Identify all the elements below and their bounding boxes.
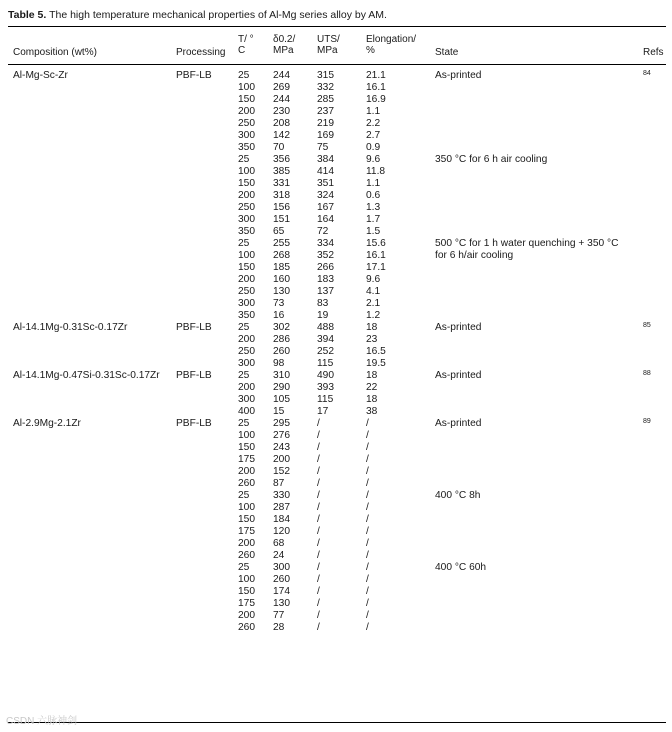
table-row xyxy=(0,538,672,550)
table-caption-text: The high temperature mechanical properties of Al-Mg series alloy by AM. xyxy=(49,9,387,21)
cell-temperature: 100 xyxy=(238,166,255,177)
cell-elongation: 1.5 xyxy=(366,226,381,237)
watermark: CSDN 六脉神剑 xyxy=(6,716,78,727)
table-row xyxy=(0,334,672,346)
table-row xyxy=(0,322,672,334)
cell-state: As-printed xyxy=(435,418,482,429)
cell-temperature: 260 xyxy=(238,478,255,489)
cell-uts: 334 xyxy=(317,238,334,249)
cell-uts: 488 xyxy=(317,322,334,333)
cell-yield-strength: 105 xyxy=(273,394,290,405)
cell-elongation: / xyxy=(366,538,369,549)
cell-state: 500 °C for 1 h water quenching + 350 °C xyxy=(435,238,619,249)
cell-yield-strength: 260 xyxy=(273,346,290,357)
cell-yield-strength: 185 xyxy=(273,262,290,273)
cell-temperature: 150 xyxy=(238,586,255,597)
header-yield-strength-line2: MPa xyxy=(273,45,294,56)
cell-uts: / xyxy=(317,526,320,537)
cell-elongation: 4.1 xyxy=(366,286,381,297)
cell-state: 400 °C 8h xyxy=(435,490,481,501)
cell-temperature: 175 xyxy=(238,454,255,465)
table-row xyxy=(0,130,672,142)
cell-uts: / xyxy=(317,454,320,465)
cell-elongation: 9.6 xyxy=(366,274,381,285)
cell-elongation: 0.9 xyxy=(366,142,381,153)
cell-yield-strength: 87 xyxy=(273,478,285,489)
cell-uts: 75 xyxy=(317,142,329,153)
table-row xyxy=(0,430,672,442)
cell-yield-strength: 356 xyxy=(273,154,290,165)
cell-elongation: / xyxy=(366,478,369,489)
cell-uts: 219 xyxy=(317,118,334,129)
cell-temperature: 200 xyxy=(238,190,255,201)
header-yield-strength-line1: δ0.2/ xyxy=(273,34,296,45)
cell-elongation: 18 xyxy=(366,322,378,333)
cell-elongation: / xyxy=(366,502,369,513)
cell-elongation: / xyxy=(366,526,369,537)
table-row xyxy=(0,286,672,298)
table-row xyxy=(0,310,672,322)
cell-elongation: 2.2 xyxy=(366,118,381,129)
cell-uts: / xyxy=(317,562,320,573)
cell-uts: 19 xyxy=(317,310,329,321)
header-elongation-line1: Elongation/ xyxy=(366,34,417,45)
cell-uts: 183 xyxy=(317,274,334,285)
table-row xyxy=(0,514,672,526)
cell-temperature: 25 xyxy=(238,154,250,165)
cell-yield-strength: 385 xyxy=(273,166,290,177)
cell-temperature: 400 xyxy=(238,406,255,417)
cell-uts: 285 xyxy=(317,94,334,105)
cell-temperature: 25 xyxy=(238,322,250,333)
cell-yield-strength: 276 xyxy=(273,430,290,441)
table-body xyxy=(0,70,672,634)
cell-uts: / xyxy=(317,622,320,633)
cell-yield-strength: 244 xyxy=(273,94,290,105)
cell-temperature: 150 xyxy=(238,94,255,105)
table-row xyxy=(0,346,672,358)
header-uts-line1: UTS/ xyxy=(317,34,340,45)
cell-yield-strength: 15 xyxy=(273,406,285,417)
cell-uts: / xyxy=(317,502,320,513)
cell-temperature: 300 xyxy=(238,394,255,405)
table-row xyxy=(0,586,672,598)
cell-uts: 384 xyxy=(317,154,334,165)
cell-yield-strength: 255 xyxy=(273,238,290,249)
cell-temperature: 350 xyxy=(238,142,255,153)
header-temperature-line1: T/ ° xyxy=(238,34,254,45)
cell-uts: / xyxy=(317,598,320,609)
cell-temperature: 200 xyxy=(238,274,255,285)
cell-ref: 84 xyxy=(643,70,651,77)
table-row xyxy=(0,610,672,622)
table-row xyxy=(0,94,672,106)
header-uts xyxy=(317,34,340,56)
cell-uts: 169 xyxy=(317,130,334,141)
cell-elongation: 38 xyxy=(366,406,378,417)
cell-elongation: / xyxy=(366,430,369,441)
cell-temperature: 100 xyxy=(238,82,255,93)
cell-temperature: 350 xyxy=(238,226,255,237)
cell-uts: / xyxy=(317,550,320,561)
table-row xyxy=(0,82,672,94)
cell-uts: 332 xyxy=(317,82,334,93)
cell-temperature: 175 xyxy=(238,526,255,537)
cell-elongation: 0.6 xyxy=(366,190,381,201)
cell-temperature: 300 xyxy=(238,298,255,309)
cell-uts: 83 xyxy=(317,298,329,309)
header-composition: Composition (wt%) xyxy=(13,47,97,58)
cell-uts: 414 xyxy=(317,166,334,177)
table-row xyxy=(0,154,672,166)
cell-ref: 89 xyxy=(643,418,651,425)
cell-elongation: 2.7 xyxy=(366,130,381,141)
table-row xyxy=(0,382,672,394)
cell-elongation: / xyxy=(366,514,369,525)
cell-uts: / xyxy=(317,478,320,489)
cell-uts: / xyxy=(317,442,320,453)
table-row xyxy=(0,418,672,430)
cell-yield-strength: 151 xyxy=(273,214,290,225)
header-refs: Refs xyxy=(643,47,664,58)
cell-elongation: / xyxy=(366,586,369,597)
cell-state: for 6 h/air cooling xyxy=(435,250,514,261)
cell-temperature: 200 xyxy=(238,334,255,345)
table-row xyxy=(0,70,672,82)
cell-yield-strength: 184 xyxy=(273,514,290,525)
table-row xyxy=(0,490,672,502)
table-row xyxy=(0,118,672,130)
cell-uts: / xyxy=(317,514,320,525)
cell-state: 400 °C 60h xyxy=(435,562,487,573)
table-row xyxy=(0,454,672,466)
cell-elongation: 21.1 xyxy=(366,70,386,81)
table-row xyxy=(0,502,672,514)
table-row xyxy=(0,142,672,154)
cell-elongation: / xyxy=(366,622,369,633)
cell-elongation: / xyxy=(366,550,369,561)
cell-yield-strength: 244 xyxy=(273,70,290,81)
cell-processing: PBF-LB xyxy=(176,322,212,333)
table-row xyxy=(0,274,672,286)
cell-uts: 164 xyxy=(317,214,334,225)
header-uts-line2: MPa xyxy=(317,45,338,56)
cell-elongation: 17.1 xyxy=(366,262,386,273)
cell-uts: 115 xyxy=(317,394,334,405)
cell-temperature: 175 xyxy=(238,598,255,609)
cell-temperature: 25 xyxy=(238,70,250,81)
table-row xyxy=(0,202,672,214)
table-row xyxy=(0,478,672,490)
cell-elongation: 16.1 xyxy=(366,250,386,261)
cell-temperature: 150 xyxy=(238,178,255,189)
cell-yield-strength: 286 xyxy=(273,334,290,345)
cell-yield-strength: 310 xyxy=(273,370,290,381)
cell-yield-strength: 208 xyxy=(273,118,290,129)
header-processing: Processing xyxy=(176,47,226,58)
cell-elongation: 1.1 xyxy=(366,106,381,117)
table-row xyxy=(0,226,672,238)
cell-yield-strength: 142 xyxy=(273,130,290,141)
cell-elongation: / xyxy=(366,466,369,477)
cell-yield-strength: 98 xyxy=(273,358,285,369)
cell-composition: Al-14.1Mg-0.47Si-0.31Sc-0.17Zr xyxy=(13,370,160,381)
cell-elongation: 9.6 xyxy=(366,154,381,165)
cell-yield-strength: 300 xyxy=(273,562,290,573)
cell-elongation: / xyxy=(366,442,369,453)
cell-uts: / xyxy=(317,538,320,549)
table-row xyxy=(0,394,672,406)
cell-elongation: 1.2 xyxy=(366,310,381,321)
table-row xyxy=(0,298,672,310)
cell-temperature: 100 xyxy=(238,250,255,261)
cell-elongation: 2.1 xyxy=(366,298,381,309)
cell-uts: 315 xyxy=(317,70,334,81)
cell-composition: Al-14.1Mg-0.31Sc-0.17Zr xyxy=(13,322,128,333)
cell-temperature: 25 xyxy=(238,490,250,501)
cell-uts: / xyxy=(317,418,320,429)
cell-yield-strength: 260 xyxy=(273,574,290,585)
cell-temperature: 250 xyxy=(238,346,255,357)
cell-uts: 266 xyxy=(317,262,334,273)
cell-elongation: 15.6 xyxy=(366,238,386,249)
cell-temperature: 300 xyxy=(238,358,255,369)
table-caption-label: Table 5. xyxy=(8,9,47,21)
cell-temperature: 250 xyxy=(238,202,255,213)
cell-processing: PBF-LB xyxy=(176,370,212,381)
cell-yield-strength: 243 xyxy=(273,442,290,453)
cell-uts: 72 xyxy=(317,226,329,237)
cell-uts: 490 xyxy=(317,370,334,381)
cell-yield-strength: 174 xyxy=(273,586,290,597)
cell-yield-strength: 24 xyxy=(273,550,285,561)
cell-temperature: 150 xyxy=(238,442,255,453)
table-row xyxy=(0,250,672,262)
cell-elongation: / xyxy=(366,598,369,609)
table-caption xyxy=(8,9,387,21)
header-temperature xyxy=(238,34,254,56)
table-row xyxy=(0,358,672,370)
cell-elongation: 1.3 xyxy=(366,202,381,213)
cell-elongation: 16.1 xyxy=(366,82,386,93)
table-row xyxy=(0,574,672,586)
cell-temperature: 200 xyxy=(238,466,255,477)
bottom-rule xyxy=(8,722,666,723)
cell-yield-strength: 268 xyxy=(273,250,290,261)
cell-yield-strength: 16 xyxy=(273,310,285,321)
header-elongation-line2: % xyxy=(366,45,375,56)
cell-temperature: 100 xyxy=(238,502,255,513)
header-elongation xyxy=(366,34,416,56)
cell-uts: 351 xyxy=(317,178,334,189)
cell-processing: PBF-LB xyxy=(176,418,212,429)
cell-elongation: 23 xyxy=(366,334,378,345)
cell-yield-strength: 330 xyxy=(273,490,290,501)
cell-elongation: 18 xyxy=(366,394,378,405)
cell-yield-strength: 160 xyxy=(273,274,290,285)
cell-uts: 324 xyxy=(317,190,334,201)
cell-elongation: / xyxy=(366,454,369,465)
cell-elongation: / xyxy=(366,610,369,621)
table-row xyxy=(0,262,672,274)
cell-temperature: 300 xyxy=(238,130,255,141)
cell-yield-strength: 152 xyxy=(273,466,290,477)
cell-temperature: 100 xyxy=(238,574,255,585)
table-row xyxy=(0,238,672,250)
cell-elongation: / xyxy=(366,574,369,585)
cell-uts: / xyxy=(317,610,320,621)
table-row xyxy=(0,550,672,562)
cell-uts: 167 xyxy=(317,202,334,213)
cell-elongation: 1.7 xyxy=(366,214,381,225)
cell-temperature: 350 xyxy=(238,310,255,321)
cell-composition: Al-Mg-Sc-Zr xyxy=(13,70,68,81)
cell-temperature: 200 xyxy=(238,106,255,117)
cell-yield-strength: 120 xyxy=(273,526,290,537)
cell-uts: 237 xyxy=(317,106,334,117)
cell-yield-strength: 269 xyxy=(273,82,290,93)
cell-yield-strength: 65 xyxy=(273,226,285,237)
cell-elongation: 19.5 xyxy=(366,358,386,369)
cell-temperature: 25 xyxy=(238,562,250,573)
top-rule xyxy=(8,26,666,27)
cell-elongation: 22 xyxy=(366,382,378,393)
cell-elongation: / xyxy=(366,490,369,501)
cell-temperature: 25 xyxy=(238,370,250,381)
table-row xyxy=(0,406,672,418)
cell-yield-strength: 68 xyxy=(273,538,285,549)
cell-yield-strength: 295 xyxy=(273,418,290,429)
cell-temperature: 250 xyxy=(238,118,255,129)
cell-temperature: 200 xyxy=(238,538,255,549)
cell-yield-strength: 130 xyxy=(273,286,290,297)
cell-state: 350 °C for 6 h air cooling xyxy=(435,154,548,165)
table-row xyxy=(0,622,672,634)
cell-uts: 17 xyxy=(317,406,329,417)
cell-uts: / xyxy=(317,466,320,477)
cell-elongation: 16.9 xyxy=(366,94,386,105)
cell-uts: / xyxy=(317,430,320,441)
table-row xyxy=(0,562,672,574)
cell-yield-strength: 331 xyxy=(273,178,290,189)
table-row xyxy=(0,598,672,610)
cell-uts: 115 xyxy=(317,358,334,369)
table-row xyxy=(0,166,672,178)
cell-yield-strength: 302 xyxy=(273,322,290,333)
cell-yield-strength: 77 xyxy=(273,610,285,621)
cell-temperature: 200 xyxy=(238,610,255,621)
header-rule xyxy=(8,64,666,65)
table-row xyxy=(0,370,672,382)
cell-processing: PBF-LB xyxy=(176,70,212,81)
table-row xyxy=(0,214,672,226)
table-row xyxy=(0,466,672,478)
cell-composition: Al-2.9Mg-2.1Zr xyxy=(13,418,81,429)
cell-temperature: 300 xyxy=(238,214,255,225)
cell-yield-strength: 230 xyxy=(273,106,290,117)
cell-uts: 394 xyxy=(317,334,334,345)
cell-elongation: 11.8 xyxy=(366,166,386,177)
cell-uts: 352 xyxy=(317,250,334,261)
cell-temperature: 25 xyxy=(238,418,250,429)
cell-elongation: 1.1 xyxy=(366,178,381,189)
cell-temperature: 100 xyxy=(238,430,255,441)
cell-elongation: 16.5 xyxy=(366,346,386,357)
cell-yield-strength: 290 xyxy=(273,382,290,393)
cell-yield-strength: 70 xyxy=(273,142,285,153)
cell-elongation: / xyxy=(366,562,369,573)
cell-temperature: 250 xyxy=(238,286,255,297)
cell-temperature: 260 xyxy=(238,550,255,561)
cell-uts: 393 xyxy=(317,382,334,393)
table-row xyxy=(0,106,672,118)
cell-temperature: 150 xyxy=(238,514,255,525)
cell-elongation: 18 xyxy=(366,370,378,381)
cell-yield-strength: 318 xyxy=(273,190,290,201)
cell-yield-strength: 73 xyxy=(273,298,285,309)
cell-uts: 137 xyxy=(317,286,334,297)
table-row xyxy=(0,526,672,538)
cell-temperature: 260 xyxy=(238,622,255,633)
cell-yield-strength: 156 xyxy=(273,202,290,213)
cell-state: As-printed xyxy=(435,322,482,333)
cell-yield-strength: 287 xyxy=(273,502,290,513)
cell-yield-strength: 28 xyxy=(273,622,285,633)
header-yield-strength xyxy=(273,34,295,56)
table-row xyxy=(0,178,672,190)
table-row xyxy=(0,442,672,454)
cell-uts: / xyxy=(317,586,320,597)
header-state: State xyxy=(435,47,459,58)
cell-state: As-printed xyxy=(435,70,482,81)
cell-temperature: 150 xyxy=(238,262,255,273)
cell-elongation: / xyxy=(366,418,369,429)
cell-uts: / xyxy=(317,490,320,501)
cell-temperature: 200 xyxy=(238,382,255,393)
header-temperature-line2: C xyxy=(238,45,246,56)
cell-state: As-printed xyxy=(435,370,482,381)
cell-uts: 252 xyxy=(317,346,334,357)
cell-yield-strength: 200 xyxy=(273,454,290,465)
cell-uts: / xyxy=(317,574,320,585)
cell-temperature: 25 xyxy=(238,238,250,249)
cell-ref: 88 xyxy=(643,370,651,377)
cell-ref: 85 xyxy=(643,322,651,329)
table-row xyxy=(0,190,672,202)
cell-yield-strength: 130 xyxy=(273,598,290,609)
